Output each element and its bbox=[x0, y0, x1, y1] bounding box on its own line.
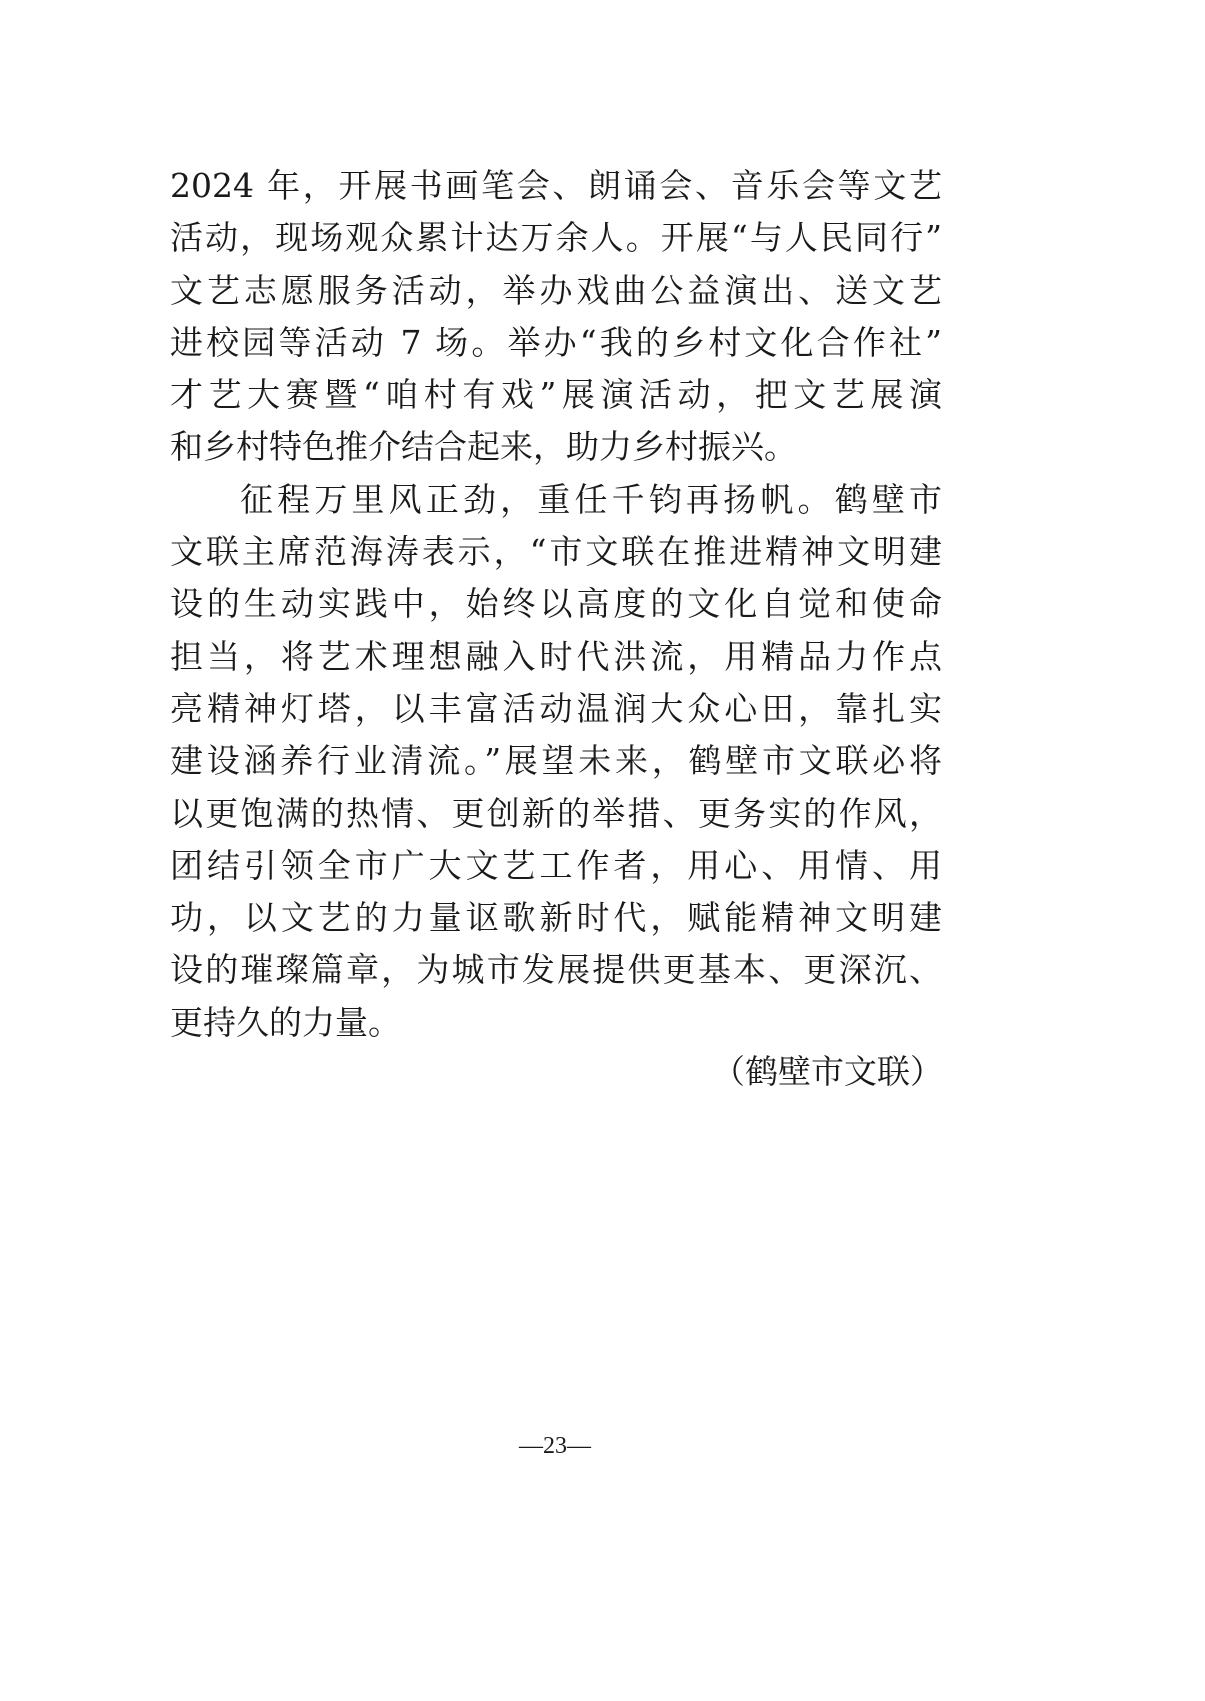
text-line: 文联主席范海涛表示，“市文联在推进精神文明建 bbox=[170, 532, 942, 572]
article-body bbox=[170, 160, 942, 1049]
text-line: 和乡村特色推介结合起来，助力乡村振兴。 bbox=[170, 427, 797, 467]
text-line: 以更饱满的热情、更创新的举措、更务实的作风， bbox=[170, 793, 942, 833]
source-attribution: （鹤壁市文联） bbox=[712, 1052, 943, 1091]
text-line: 设的璀璨篇章，为城市发展提供更基本、更深沉、 bbox=[170, 950, 942, 990]
text-line: 亮精神灯塔，以丰富活动温润大众心田，靠扎实 bbox=[170, 688, 942, 728]
text-line: 功，以文艺的力量讴歌新时代，赋能精神文明建 bbox=[170, 898, 942, 938]
text-line: 团结引领全市广大文艺工作者，用心、用情、用 bbox=[170, 845, 942, 885]
text-line: 才艺大赛暨“咱村有戏”展演活动，把文艺展演 bbox=[170, 375, 942, 415]
text-line: 文艺志愿服务活动，举办戏曲公益演出、送文艺 bbox=[170, 270, 942, 310]
text-line: 担当，将艺术理想融入时代洪流，用精品力作点 bbox=[170, 636, 942, 676]
text-line: 进校园等活动 7 场。举办“我的乡村文化合作社” bbox=[170, 322, 942, 362]
text-line: 2024 年，开展书画笔会、朗诵会、音乐会等文艺 bbox=[170, 166, 942, 205]
text-line: 活动，现场观众累计达万余人。开展“与人民同行” bbox=[170, 218, 942, 258]
text-line: 建设涵养行业清流。”展望未来，鹤壁市文联必将 bbox=[170, 741, 942, 781]
paragraph-start-line: 征程万里风正劲，重任千钧再扬帆。鹤壁市 bbox=[240, 479, 942, 519]
text-line: 更持久的力量。 bbox=[170, 1002, 401, 1042]
page-number: —23— bbox=[519, 1433, 591, 1459]
text-line: 设的生动实践中，始终以高度的文化自觉和使命 bbox=[170, 584, 942, 624]
